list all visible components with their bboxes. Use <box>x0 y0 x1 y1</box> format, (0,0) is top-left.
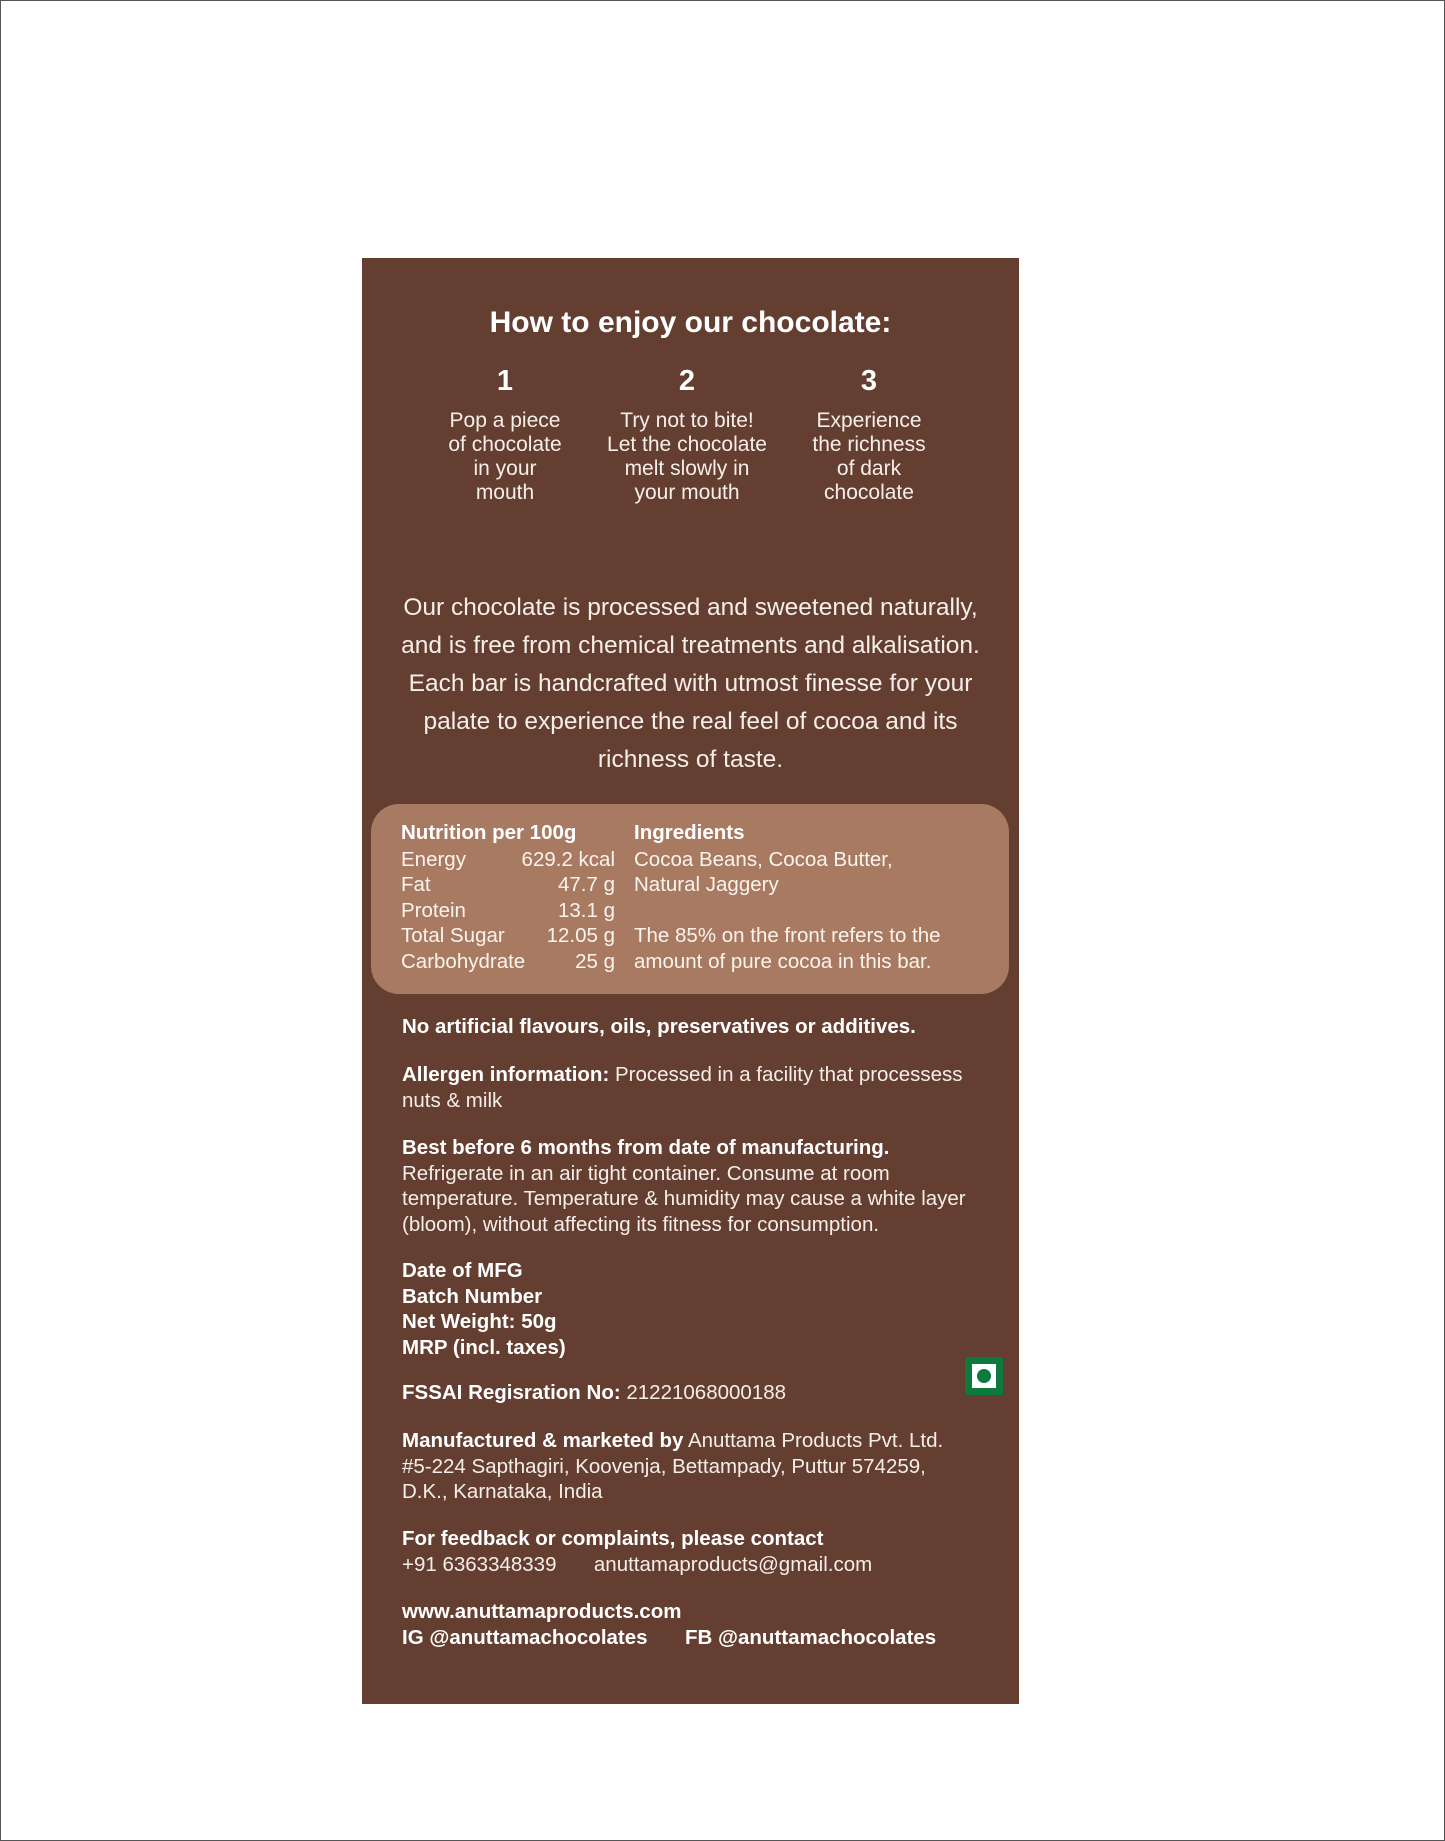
ingredients-line: Cocoa Beans, Cocoa Butter, <box>634 848 893 871</box>
address-line: D.K., Karnataka, India <box>402 1480 603 1503</box>
manufacturer-info <box>402 1428 1012 1505</box>
fssai-label: FSSAI Regisration No: <box>402 1381 621 1404</box>
manufacturer-label: Manufactured & marketed by <box>402 1429 684 1452</box>
allergen-info <box>402 1062 1002 1113</box>
nutrition-label: Fat <box>401 873 431 896</box>
nutrition-heading: Nutrition per 100g <box>401 821 577 844</box>
contact-phone[interactable]: +91 6363348339 <box>402 1552 557 1576</box>
cocoa-note-line: amount of pure cocoa in this bar. <box>634 950 932 973</box>
nutrition-value: 629.2 kcal <box>521 848 615 871</box>
nutrition-value: 47.7 g <box>558 873 615 896</box>
step-text: Pop a piece of chocolate in your mouth <box>448 409 562 504</box>
allergen-label: Allergen information: <box>402 1063 610 1086</box>
page-title: How to enjoy our chocolate: <box>489 306 892 339</box>
chocolate-back-label <box>362 258 1019 1704</box>
nutrition-value: 13.1 g <box>558 899 615 922</box>
manufacturer-name: Anuttama Products Pvt. Ltd. <box>683 1429 944 1452</box>
social-info <box>402 1599 1002 1650</box>
contact-email[interactable]: anuttamaproducts@gmail.com <box>593 1552 873 1576</box>
feedback-heading: For feedback or complaints, please contact <box>402 1527 824 1550</box>
step-text: Experience the richness of dark chocolate <box>812 409 926 504</box>
product-details <box>402 1258 1002 1360</box>
instagram-handle[interactable]: IG @anuttamachocolates <box>402 1625 648 1649</box>
no-artificial-notice: No artificial flavours, oils, preservatives or additives. <box>402 1015 916 1038</box>
date-of-mfg: Date of MFG <box>402 1259 523 1282</box>
step-3 <box>779 364 959 505</box>
about-paragraph: Our chocolate is processed and sweetened naturally, and is free from chemical treatments and alkalisation. Each bar is handcrafted with utmost finesse for your palate to experience the real feel of cocoa and its richness of taste. <box>401 594 980 773</box>
feedback-info <box>402 1526 1002 1577</box>
allergen-text: Processed in a facility that processess nuts & milk <box>402 1063 963 1112</box>
address-line: #5-224 Sapthagiri, Koovenja, Bettampady, Puttur 574259, <box>402 1454 926 1478</box>
facebook-handle[interactable]: FB @anuttamachocolates <box>684 1625 937 1649</box>
cocoa-note-line: The 85% on the front refers to the <box>634 924 941 947</box>
fssai-info <box>402 1380 1002 1406</box>
nutrition-value: 25 g <box>575 950 615 973</box>
nutrition-value: 12.05 g <box>546 924 615 947</box>
ingredients-heading: Ingredients <box>634 821 745 844</box>
nutrition-label: Total Sugar <box>401 924 505 947</box>
net-weight: Net Weight: 50g <box>402 1310 557 1333</box>
step-number: 2 <box>678 365 696 397</box>
website-link[interactable]: www.anuttamaproducts.com <box>402 1600 682 1623</box>
mrp: MRP (incl. taxes) <box>402 1335 566 1359</box>
step-2 <box>597 364 777 505</box>
batch-number: Batch Number <box>402 1284 543 1308</box>
nutrition-label: Energy <box>401 848 466 871</box>
step-number: 3 <box>860 365 878 397</box>
ingredients-line: Natural Jaggery <box>634 873 779 896</box>
best-before-info <box>402 1135 1002 1237</box>
fssai-number: 21221068000188 <box>620 1381 786 1404</box>
nutrition-label: Carbohydrate <box>401 950 526 973</box>
step-number: 1 <box>496 365 514 397</box>
best-before-heading: Best before 6 months from date of manufacturing. <box>402 1136 890 1159</box>
step-text: Try not to bite! Let the chocolate melt slowly in your mouth <box>607 409 767 504</box>
step-1 <box>415 364 595 505</box>
storage-text: Refrigerate in an air tight container. Consume at room temperature. Temperature & humidity may cause a white layer (bloom), without affecting its fitness for consumption. <box>402 1161 966 1236</box>
nutrition-label: Protein <box>401 899 466 922</box>
nutrition-ingredients-box <box>371 804 1009 994</box>
